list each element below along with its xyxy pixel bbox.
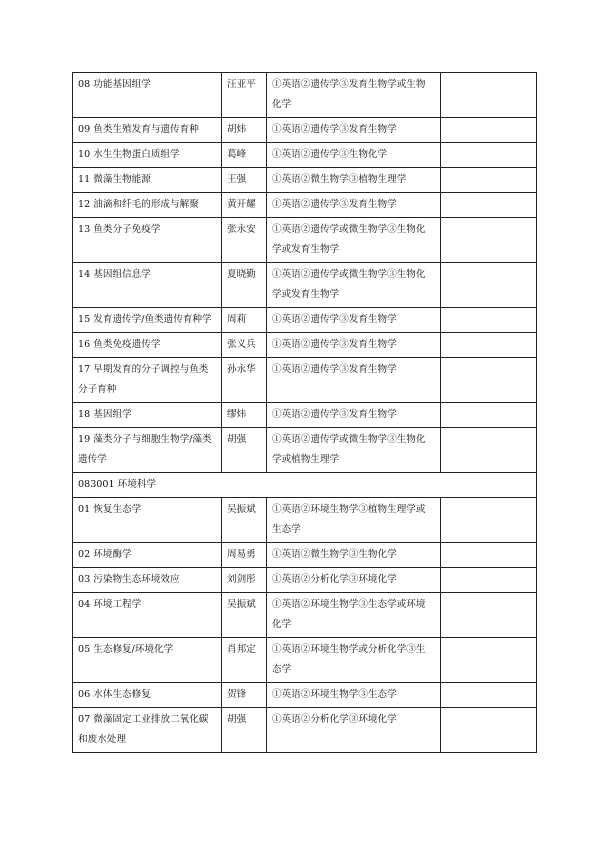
table-row [73,333,537,358]
section-header-row [73,473,537,498]
exam-subjects-cell: ①英语②遗传学③发育生物学 [267,358,441,403]
table-row [73,428,537,473]
research-direction-cell: 19 藻类分子与细胞生物学/藻类遗传学 [73,428,222,473]
table-body-environment [73,498,537,753]
notes-cell [441,403,537,428]
notes-cell [441,333,537,358]
table-row [73,403,537,428]
enrollment-table [72,72,537,753]
research-direction-cell: 17 早期发育的分子调控与鱼类分子育种 [73,358,222,403]
advisor-cell: 孙永华 [222,358,267,403]
research-direction-cell: 10 水生生物蛋白质组学 [73,143,222,168]
advisor-cell: 缪炜 [222,403,267,428]
table-row [73,708,537,753]
table-row [73,593,537,638]
notes-cell [441,543,537,568]
exam-subjects-cell: ①英语②分析化学③环境化学 [267,568,441,593]
table-row [73,218,537,263]
notes-cell [441,263,537,308]
notes-cell [441,218,537,263]
research-direction-cell: 11 微藻生物能源 [73,168,222,193]
table-row [73,308,537,333]
research-direction-cell: 09 鱼类生殖发育与遗传育种 [73,118,222,143]
exam-subjects-cell: ①英语②微生物学③生物化学 [267,543,441,568]
notes-cell [441,358,537,403]
section-title: 083001 环境科学 [73,473,537,498]
advisor-cell: 吴振斌 [222,593,267,638]
exam-subjects-cell: ①英语②遗传学③发育生物学 [267,333,441,358]
research-direction-cell: 03 污染物生态环境效应 [73,568,222,593]
research-direction-cell: 15 发育遗传学/鱼类遗传育种学 [73,308,222,333]
notes-cell [441,638,537,683]
advisor-cell: 周莉 [222,308,267,333]
exam-subjects-cell: ①英语②遗传学或微生物学③生物化学或植物生理学 [267,428,441,473]
table-row [73,168,537,193]
advisor-cell: 汪亚平 [222,73,267,118]
research-direction-cell: 16 鱼类免疫遗传学 [73,333,222,358]
section-header-body [73,473,537,498]
research-direction-cell: 04 环境工程学 [73,593,222,638]
research-direction-cell: 13 鱼类分子免疫学 [73,218,222,263]
table-row [73,638,537,683]
exam-subjects-cell: ①英语②分析化学③环境化学 [267,708,441,753]
notes-cell [441,593,537,638]
notes-cell [441,428,537,473]
research-direction-cell: 02 环境酶学 [73,543,222,568]
exam-subjects-cell: ①英语②遗传学③发育生物学 [267,403,441,428]
exam-subjects-cell: ①英语②遗传学③发育生物学 [267,118,441,143]
table-row [73,263,537,308]
notes-cell [441,568,537,593]
table-row [73,118,537,143]
research-direction-cell: 01 恢复生态学 [73,498,222,543]
table-row [73,143,537,168]
notes-cell [441,168,537,193]
research-direction-cell: 18 基因组学 [73,403,222,428]
table-row [73,683,537,708]
exam-subjects-cell: ①英语②微生物学③植物生理学 [267,168,441,193]
exam-subjects-cell: ①英语②遗传学③发育生物学 [267,308,441,333]
advisor-cell: 黄开耀 [222,193,267,218]
table-body-genetics [73,73,537,473]
notes-cell [441,193,537,218]
advisor-cell: 王强 [222,168,267,193]
exam-subjects-cell: ①英语②环境生物学③生态学 [267,683,441,708]
notes-cell [441,118,537,143]
exam-subjects-cell: ①英语②遗传学或微生物学③生物化学或发育生物学 [267,218,441,263]
advisor-cell: 贺锋 [222,683,267,708]
research-direction-cell: 08 功能基因组学 [73,73,222,118]
table-row [73,73,537,118]
exam-subjects-cell: ①英语②环境生物学或分析化学③生态学 [267,638,441,683]
advisor-cell: 胡强 [222,708,267,753]
table-row [73,568,537,593]
notes-cell [441,708,537,753]
exam-subjects-cell: ①英语②环境生物学③生态学或环境化学 [267,593,441,638]
advisor-cell: 胡炜 [222,118,267,143]
research-direction-cell: 14 基因组信息学 [73,263,222,308]
exam-subjects-cell: ①英语②遗传学③发育生物学 [267,193,441,218]
exam-subjects-cell: ①英语②遗传学或微生物学③生物化学或发育生物学 [267,263,441,308]
advisor-cell: 张永安 [222,218,267,263]
advisor-cell: 胡强 [222,428,267,473]
notes-cell [441,73,537,118]
table-row [73,543,537,568]
advisor-cell: 肖邦定 [222,638,267,683]
research-direction-cell: 12 油滴和纤毛的形成与解聚 [73,193,222,218]
research-direction-cell: 07 微藻固定工业排放二氧化碳和废水处理 [73,708,222,753]
notes-cell [441,308,537,333]
research-direction-cell: 06 水体生态修复 [73,683,222,708]
advisor-cell: 周易勇 [222,543,267,568]
table-row [73,498,537,543]
notes-cell [441,683,537,708]
exam-subjects-cell: ①英语②遗传学③生物化学 [267,143,441,168]
table-row [73,358,537,403]
advisor-cell: 刘剑彤 [222,568,267,593]
advisor-cell: 葛峰 [222,143,267,168]
advisor-cell: 吴振斌 [222,498,267,543]
advisor-cell: 张义兵 [222,333,267,358]
advisor-cell: 夏晓勤 [222,263,267,308]
table-row [73,193,537,218]
notes-cell [441,143,537,168]
research-direction-cell: 05 生态修复/环境化学 [73,638,222,683]
notes-cell [441,498,537,543]
exam-subjects-cell: ①英语②遗传学③发育生物学或生物化学 [267,73,441,118]
exam-subjects-cell: ①英语②环境生物学③植物生理学或生态学 [267,498,441,543]
